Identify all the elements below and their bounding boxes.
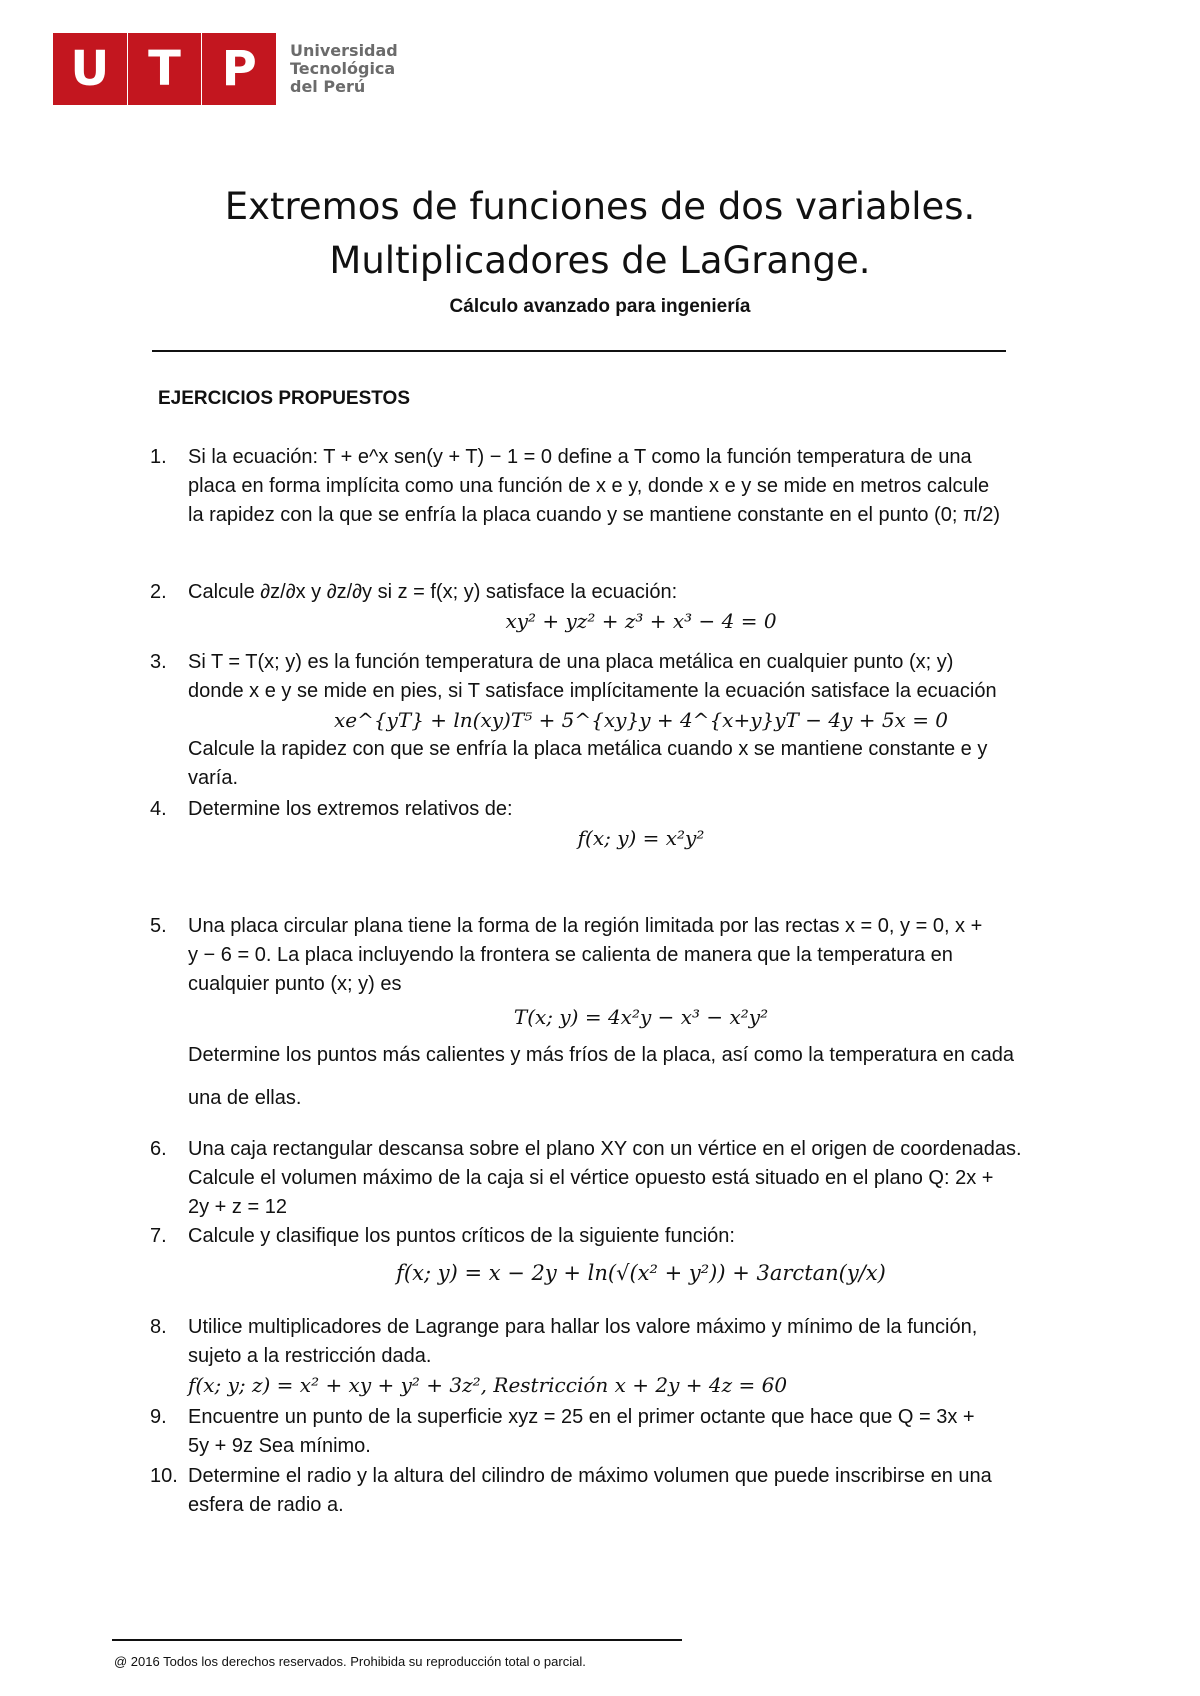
exercise-line: sujeto a la restricción dada. (188, 1345, 432, 1367)
exercise-line: Utilice multiplicadores de Lagrange para hallar los valore máximo y mínimo de la función, (188, 1316, 978, 1338)
logo-name-line: del Perú (290, 77, 366, 96)
exercise-number: 6. (150, 1138, 167, 1160)
exercise-number: 1. (150, 446, 167, 468)
exercise-2 (150, 578, 1094, 636)
title-line: Multiplicadores de LaGrange. (329, 239, 871, 282)
footer-divider (112, 1639, 682, 1641)
exercise-line: Calcule la rapidez con que se enfría la placa metálica cuando x se mantiene constante e y (188, 738, 988, 760)
exercise-equation: f(x; y) = x − 2y + ln(√(x² + y²)) + 3arctan(y/x) (396, 1261, 886, 1285)
exercise-line: 2y + z = 12 (188, 1196, 287, 1218)
exercise-number: 3. (150, 651, 167, 673)
exercise-line: 5y + 9z Sea mínimo. (188, 1435, 371, 1457)
exercise-line: la rapidez con la que se enfría la placa cuando y se mantiene constante en el punto (0; π/2) (188, 504, 1001, 526)
exercise-text (188, 648, 1094, 706)
logo-letter-p: P (221, 41, 257, 97)
logo-letter-t: T (148, 41, 181, 97)
exercise-line: varía. (188, 767, 239, 789)
exercise-number: 7. (150, 1225, 167, 1247)
exercise-line: esfera de radio a. (188, 1494, 344, 1516)
exercise-equation: xe^{yT} + ln(xy)T⁵ + 5^{xy}y + 4^{x+y}yT − 4y + 5x = 0 (333, 708, 949, 732)
exercise-7 (150, 1222, 1094, 1288)
logo-university-name (290, 42, 398, 96)
exercise-line: placa en forma implícita como una función de x e y, donde x e y se mide en metros calcule (188, 475, 990, 497)
title-line: Extremos de funciones de dos variables. (224, 185, 976, 228)
exercise-line: Determine los puntos más calientes y más fríos de la placa, así como la temperatura en cada (188, 1044, 1014, 1066)
exercise-10 (150, 1462, 1094, 1520)
logo-mark (53, 33, 276, 105)
copyright-footer: @ 2016 Todos los derechos reservados. Prohibida su reproducción total o parcial. (114, 1654, 586, 1669)
exercise-line: Calcule y clasifique los puntos críticos de la siguiente función: (188, 1225, 735, 1247)
exercise-line: Calcule ∂z/∂x y ∂z/∂y si z = f(x; y) satisface la ecuación: (188, 581, 678, 603)
section-heading: EJERCICIOS PROPUESTOS (158, 388, 410, 409)
exercise-line: donde x e y se mide en pies, si T satisface implícitamente la ecuación satisface la ecuación (188, 680, 997, 702)
exercise-4 (150, 795, 1094, 853)
exercise-text (188, 1313, 1094, 1400)
exercise-text (188, 1135, 1094, 1222)
exercise-line: Encuentre un punto de la superficie xyz = 25 en el primer octante que hace que Q = 3x + (188, 1406, 975, 1428)
exercise-equation: f(x; y) = x²y² (577, 826, 705, 850)
exercise-text (188, 443, 1094, 530)
exercise-6 (150, 1135, 1094, 1222)
exercise-text (188, 1462, 1094, 1520)
exercise-9 (150, 1403, 1094, 1461)
exercise-line: Si la ecuación: T + e^x sen(y + T) − 1 = 0 define a T como la función temperatura de una (188, 446, 972, 468)
exercise-line: Una placa circular plana tiene la forma de la región limitada por las rectas x = 0, y = 0, x + (188, 915, 983, 937)
logo-name-line: Tecnológica (290, 59, 396, 78)
exercise-line: Determine el radio y la altura del cilindro de máximo volumen que puede inscribirse en una (188, 1465, 992, 1487)
exercise-line: Una caja rectangular descansa sobre el plano XY con un vértice en el origen de coordenadas. (188, 1138, 1022, 1160)
exercise-text (188, 1034, 1094, 1120)
exercise-1 (150, 443, 1094, 530)
exercise-8 (150, 1313, 1094, 1400)
exercise-text (188, 795, 1094, 824)
utp-logo (53, 33, 398, 105)
course-subtitle: Cálculo avanzado para ingeniería (449, 296, 751, 317)
exercise-number: 10. (150, 1465, 178, 1487)
exercise-3 (150, 648, 1094, 793)
exercise-line: Calcule el volumen máximo de la caja si el vértice opuesto está situado en el plano Q: 2x + (188, 1167, 994, 1189)
logo-letter-u: U (70, 41, 110, 97)
exercise-line: Determine los extremos relativos de: (188, 798, 513, 820)
exercise-number: 5. (150, 915, 167, 937)
exercise-text (188, 1222, 1094, 1251)
exercise-number: 4. (150, 798, 167, 820)
exercise-5 (150, 912, 1094, 1120)
title-divider (152, 350, 1006, 352)
page-title (0, 180, 1200, 288)
exercise-number: 2. (150, 581, 167, 603)
exercise-line: cualquier punto (x; y) es (188, 973, 402, 995)
exercise-text (188, 578, 1094, 607)
exercise-line: f(x; y; z) = x² + xy + y² + 3z², Restricción x + 2y + 4z = 60 (188, 1373, 788, 1397)
logo-name-line: Universidad (290, 41, 398, 60)
exercise-equation: T(x; y) = 4x²y − x³ − x²y² (513, 1005, 769, 1029)
exercise-line: una de ellas. (188, 1087, 302, 1109)
exercise-text (188, 1403, 1094, 1461)
exercise-text (188, 735, 1094, 793)
exercise-number: 8. (150, 1316, 167, 1338)
exercise-line: y − 6 = 0. La placa incluyendo la frontera se calienta de manera que la temperatura en (188, 944, 953, 966)
exercise-line: Si T = T(x; y) es la función temperatura de una placa metálica en cualquier punto (x; y) (188, 651, 954, 673)
exercise-equation: xy² + yz² + z³ + x³ − 4 = 0 (505, 609, 777, 633)
exercise-text (188, 912, 1094, 999)
exercise-number: 9. (150, 1406, 167, 1428)
